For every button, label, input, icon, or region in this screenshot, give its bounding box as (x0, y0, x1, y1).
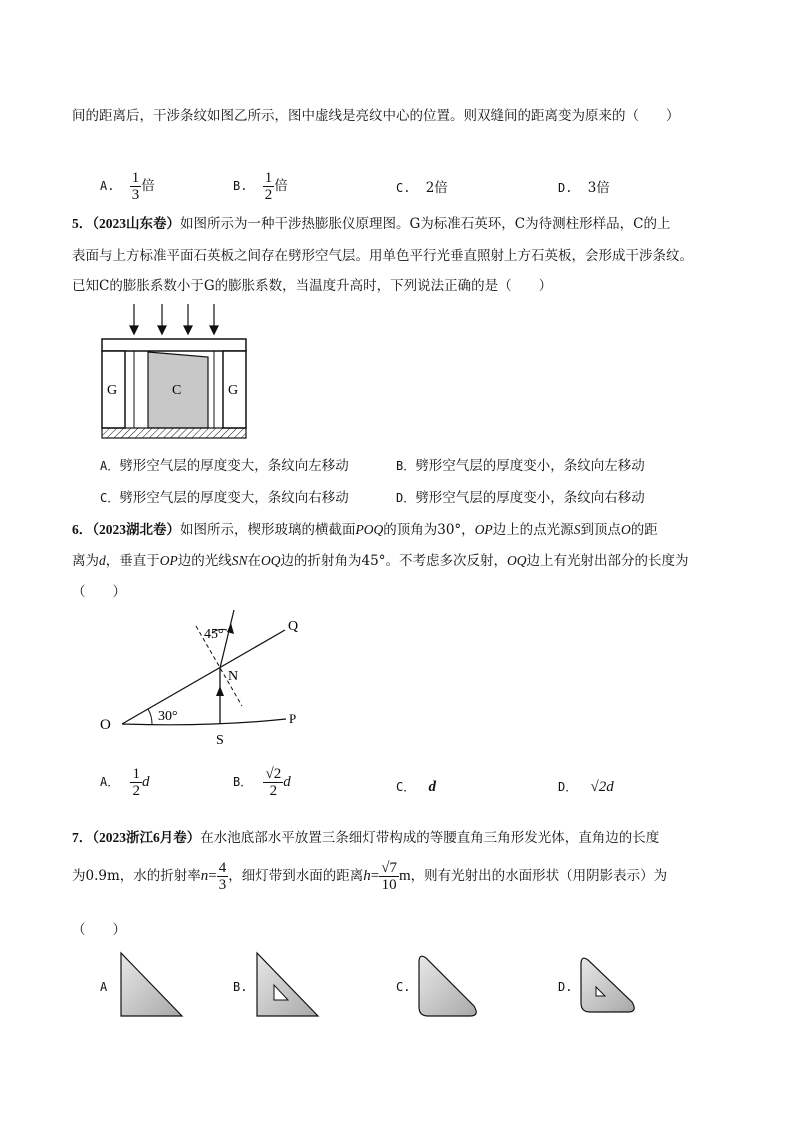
q7-option-b-label: B. (233, 980, 248, 994)
stem-text: 边上的点光源 (492, 522, 574, 538)
q4-option-a (100, 170, 155, 203)
label-q: Q (288, 619, 299, 634)
q6-option-d (558, 778, 614, 796)
option-suffix: 倍 (274, 178, 288, 194)
q4-option-d (558, 176, 610, 196)
stem-text: ，则有光射出的水面形状（用阴影表示）为 (410, 868, 668, 884)
stem-text: ，垂直于 (105, 553, 160, 569)
label-angle-45: 45° (204, 627, 224, 642)
option-text: 劈形空气层的厚度变大，条纹向左移动 (119, 458, 349, 474)
label-angle-30: 30° (158, 709, 178, 724)
q6-option-c (396, 778, 436, 796)
q7-stem-line-2 (72, 860, 667, 893)
stem-text: 如图所示为一种干涉热膨胀仪原理图。G为标准石英环，C为待测柱形样品，C的上 (180, 216, 671, 232)
fraction (130, 170, 142, 203)
q6-option-b (233, 766, 291, 799)
angle-arc-30 (148, 709, 152, 724)
option-label: C． (396, 780, 416, 794)
var-n: n (200, 868, 209, 884)
q6-wedge-figure (100, 606, 310, 752)
option-label: D． (558, 780, 578, 794)
option-label: A. (100, 179, 115, 193)
q4-stem-tail: 间的距离后，干涉条纹如图乙所示，图中虚线是亮纹中心的位置。则双缝间的距离变为原来的（ ） (72, 108, 680, 124)
var-oq: OQ (506, 553, 527, 568)
option-label: B． (233, 775, 253, 789)
label-n: N (228, 669, 239, 684)
label-c: C (172, 383, 182, 398)
q7-option-d-label: D. (558, 980, 573, 994)
denominator: 3 (131, 187, 140, 203)
q7-option-b-shape (254, 950, 322, 1020)
q7-stem-line-3: （ ） (72, 922, 126, 938)
denominator: 2 (264, 187, 273, 203)
option-label: D. (558, 181, 573, 195)
option-label: A． (100, 459, 120, 473)
q6-stem-line-3: （ ） (72, 584, 126, 600)
option-label: A． (100, 775, 120, 789)
label-g-right: G (228, 383, 239, 398)
var-d: d (141, 774, 150, 790)
q5-option-d (396, 486, 645, 506)
fraction (379, 860, 399, 893)
var-sn: SN (231, 553, 248, 568)
denominator: 10 (381, 877, 397, 893)
option-label: D． (396, 491, 416, 505)
q5-stem-line-3: 已知C的膨胀系数小于G的膨胀系数，当温度升高时，下列说法正确的是（ ） (72, 278, 553, 294)
fraction (263, 766, 283, 799)
quartz-plate (102, 339, 246, 351)
label-g-left: G (107, 383, 118, 398)
q7-option-d-shape (578, 952, 640, 1016)
option-text: 劈形空气层的厚度变小，条纹向左移动 (415, 458, 645, 474)
denominator: 3 (218, 877, 227, 893)
option-label: B． (396, 459, 416, 473)
stem-text: 边的折射角为45°。不考虑多次反射， (280, 553, 507, 569)
label-p: P (289, 711, 297, 726)
equals-sign: = (208, 868, 217, 884)
unit-m: m (398, 868, 411, 884)
q5-stem-line-1 (72, 212, 670, 232)
stem-text: 离为 (72, 553, 99, 569)
stem-text: 在水池底部水平放置三条细灯带构成的等腰直角三角形发光体，直角边的长度 (200, 830, 660, 846)
numerator: 1 (131, 170, 140, 186)
option-suffix: 倍 (141, 178, 155, 194)
numerator: 1 (264, 170, 273, 186)
option-text: 2倍 (425, 180, 448, 196)
q7-stem-line-1 (72, 826, 659, 846)
label-o: O (100, 717, 111, 733)
var-d: d (99, 553, 106, 568)
q4-option-b (233, 170, 288, 203)
stem-text: 为0.9m，水的折射率 (72, 868, 201, 884)
fraction (130, 766, 142, 799)
option-label: C. (396, 181, 411, 195)
q6-option-a (100, 766, 149, 799)
numerator: 1 (132, 766, 140, 782)
denominator: 2 (269, 783, 278, 799)
option-text: 3倍 (587, 180, 610, 196)
fraction (217, 860, 229, 893)
numerator: √2 (265, 766, 282, 782)
equals-sign: = (370, 868, 380, 884)
stem-text: 在 (247, 553, 262, 569)
option-text: 劈形空气层的厚度变大，条纹向右移动 (119, 490, 349, 506)
var-oq: OQ (261, 553, 281, 568)
base-plate (102, 428, 246, 438)
q6-stem-line-2 (72, 549, 688, 569)
q5-option-b (396, 454, 645, 474)
q4-option-c (396, 176, 448, 196)
option-text: 劈形空气层的厚度变小，条纹向右移动 (415, 490, 645, 506)
stem-text: 边上有光射出部分的长度为 (526, 553, 689, 569)
stem-text: 的距 (630, 522, 658, 538)
var-h: h (363, 868, 371, 884)
var-o: O (620, 522, 631, 537)
q5-option-c (100, 486, 349, 506)
question-number: 5． (72, 216, 93, 231)
edge-op (122, 719, 286, 725)
var-d: d (283, 774, 291, 790)
var-poq: POQ (355, 522, 384, 537)
var-op: OP (474, 522, 493, 537)
q7-option-c-shape (416, 950, 484, 1020)
incident-light-arrows (130, 304, 218, 334)
option-label: C． (100, 491, 120, 505)
fraction (263, 170, 275, 203)
q7-option-c-label: C. (396, 980, 411, 994)
question-source: （2023山东卷） (92, 216, 180, 231)
question-number: 6． (72, 522, 93, 537)
numerator: 4 (218, 860, 227, 876)
label-s: S (216, 733, 224, 748)
stem-text: 如图所示，楔形玻璃的横截面 (180, 522, 356, 538)
question-source: （2023湖北卷） (92, 522, 180, 537)
option-label: B. (233, 179, 248, 193)
stem-text: ，细灯带到水面的距离 (228, 868, 364, 884)
var-op: OP (159, 553, 178, 568)
numerator: √7 (381, 860, 397, 876)
stem-text: 的顶角为30°， (383, 522, 475, 538)
q7-option-a-label: A (100, 980, 108, 994)
question-number: 7． (72, 830, 93, 845)
stem-text: 到顶点 (580, 522, 621, 538)
q5-option-a (100, 454, 349, 474)
edge-oq (122, 630, 285, 724)
denominator: 2 (132, 783, 140, 799)
q5-stem-line-2: 表面与上方标准平面石英板之间存在劈形空气层。用单色平行光垂直照射上方石英板，会形成干涉条纹。 (72, 248, 693, 264)
option-text: √2d (590, 779, 614, 795)
q5-interferometer-figure (96, 300, 252, 442)
stem-text: 边的光线 (177, 553, 232, 569)
q7-option-a-shape (118, 950, 186, 1020)
var-s: S (573, 522, 581, 537)
var-d: d (428, 779, 436, 795)
q6-stem-line-1 (72, 518, 658, 538)
question-source: （2023浙江6月卷） (92, 830, 201, 845)
